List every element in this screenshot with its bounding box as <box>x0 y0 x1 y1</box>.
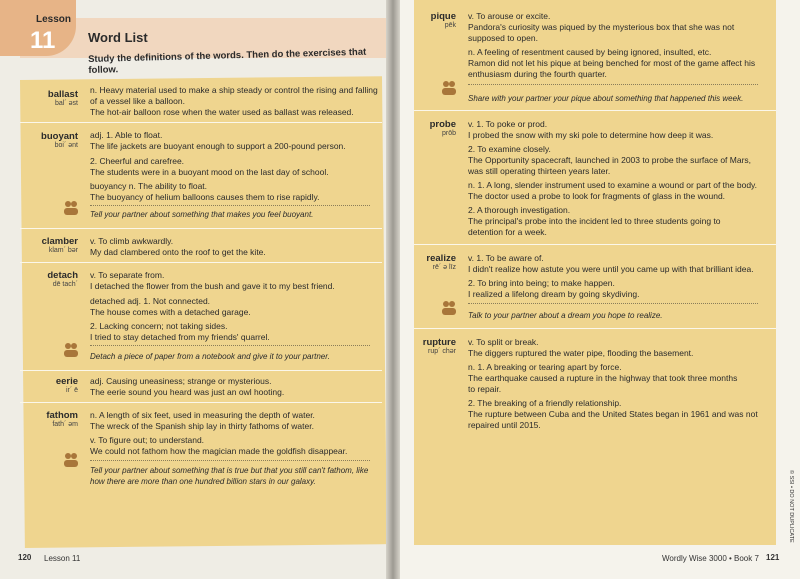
example: enthusiasm during the fourth quarter. <box>468 69 607 79</box>
example: The buoyancy of helium balloons causes them to rise rapidly. <box>90 192 320 202</box>
example: The hot-air balloon rose when the water used as ballast was released. <box>90 107 354 117</box>
pronunciation: dē tach´ <box>52 281 78 288</box>
lesson-label: Lesson <box>36 14 72 25</box>
example: The doctor used a probe to look for fragments of glass in the wound. <box>468 191 726 201</box>
example: The students were in a buoyant mood on the last day of school. <box>90 167 329 177</box>
example: The wreck of the Spanish ship lay in thirty fathoms of water. <box>90 421 314 431</box>
instructions: Study the definitions of the words. Then do the exercises that follow. <box>88 46 367 76</box>
headword: buoyant <box>41 131 78 142</box>
definition: of a vessel like a balloon. <box>90 96 185 106</box>
partner-talk-icon <box>64 200 78 216</box>
headword: probe <box>429 119 456 130</box>
headword: pique <box>430 11 456 22</box>
dotted-rule <box>90 345 370 346</box>
footer-lesson: Lesson 11 <box>44 554 81 563</box>
definition: n. A feeling of resentment caused by being ignored, insulted, etc. <box>468 47 712 57</box>
example: Ramon did not let his pique at being benched for most of the game affect his <box>468 58 756 68</box>
example: I detached the flower from the bush and gave it to my best friend. <box>90 281 335 291</box>
pronunciation: klam´ bər <box>48 247 78 254</box>
partner-prompt: Tell your partner about something that is true but that you still can't fathom, like <box>90 466 369 475</box>
pronunciation: pēk <box>444 22 456 29</box>
partner-talk-icon <box>64 452 78 468</box>
dotted-rule <box>468 303 758 304</box>
pronunciation: prōb <box>441 130 456 137</box>
headword: ballast <box>47 89 78 100</box>
lesson-number: 11 <box>30 27 56 54</box>
definition: n. 1. A breaking or tearing apart by force. <box>468 362 622 372</box>
divider <box>20 402 382 403</box>
divider <box>414 244 776 245</box>
footer-book: Wordly Wise 3000 • Book 7 <box>662 554 759 563</box>
definition: detached adj. 1. Not connected. <box>90 296 211 306</box>
partner-prompt: how there are more than one hundred billion stars in our galaxy. <box>90 477 316 486</box>
definition: v. To climb awkwardly. <box>90 236 174 246</box>
left-page <box>0 0 392 579</box>
partner-talk-icon <box>442 80 456 96</box>
right-page <box>392 0 800 579</box>
example: The eerie sound you heard was just an owl hooting. <box>90 387 285 397</box>
pronunciation: ir´ ē <box>65 387 78 394</box>
definition: v. To separate from. <box>90 270 165 280</box>
page-number: 121 <box>766 553 780 562</box>
pronunciation: rē´ ə līz <box>432 264 456 271</box>
partner-talk-icon <box>64 342 78 358</box>
example: detention for a week. <box>468 227 547 237</box>
definition: v. To arouse or excite. <box>468 11 551 21</box>
example: supposed to open. <box>468 33 538 43</box>
example: The life jackets are buoyant enough to support a 200-pound person. <box>90 141 346 151</box>
headword: clamber <box>41 236 78 247</box>
partner-talk-icon <box>442 300 456 316</box>
headword: fathom <box>46 410 78 421</box>
pronunciation: fath´ əm <box>52 421 78 428</box>
definition: buoyancy n. The ability to float. <box>90 181 208 191</box>
example: I didn't realize how astute you were until you came up with that brilliant idea. <box>468 264 754 274</box>
pronunciation: boi´ ənt <box>54 142 78 149</box>
example: The Opportunity spacecraft, launched in 2003 to probe the surface of Mars, <box>468 155 752 165</box>
definition: v. 1. To poke or prod. <box>468 119 548 129</box>
definition: 2. A thorough investigation. <box>468 205 571 215</box>
definition: 2. Cheerful and carefree. <box>90 156 185 166</box>
divider <box>20 262 382 263</box>
definition: n. 1. A long, slender instrument used to examine a wound or part of the body. <box>468 180 758 190</box>
copyright-note: © SSI • DO NOT DUPLICATE <box>788 470 794 543</box>
example: The diggers ruptured the water pipe, flooding the basement. <box>468 348 694 358</box>
definition: 2. To bring into being; to make happen. <box>468 278 615 288</box>
example: The earthquake caused a rupture in the highway that took three months <box>468 373 738 383</box>
divider <box>414 110 776 111</box>
definition: v. To figure out; to understand. <box>90 435 205 445</box>
pronunciation: bal´ əst <box>55 100 78 107</box>
definition: v. 1. To be aware of. <box>468 253 544 263</box>
headword: eerie <box>55 376 78 387</box>
example: The principal's probe into the incident led to three students going to <box>468 216 721 226</box>
divider <box>20 228 382 229</box>
example: to repair. <box>468 384 502 394</box>
example: We could not fathom how the magician made the goldfish disappear. <box>90 446 348 456</box>
dotted-rule <box>90 205 370 206</box>
definition: 2. Lacking concern; not taking sides. <box>90 321 228 331</box>
partner-prompt: Tell your partner about something that makes you feel buoyant. <box>90 210 314 219</box>
divider <box>20 370 382 371</box>
page-number: 120 <box>18 553 32 562</box>
definition: n. A length of six feet, used in measuring the depth of water. <box>90 410 315 420</box>
dotted-rule <box>90 460 370 461</box>
example: Pandora's curiosity was piqued by the mysterious box that she was not <box>468 22 735 32</box>
divider <box>414 328 776 329</box>
book-gutter <box>386 0 400 579</box>
example: I tried to stay detached from my friends' quarrel. <box>90 332 270 342</box>
example: repaired until 2015. <box>468 420 541 430</box>
definition: 2. To examine closely. <box>468 144 551 154</box>
pronunciation: rup´ chər <box>427 348 456 355</box>
page-title: Word List <box>88 30 148 45</box>
example: I probed the snow with my ski pole to determine how deep it was. <box>468 130 714 140</box>
headword: rupture <box>422 337 456 348</box>
definition: 2. The breaking of a friendly relationship. <box>468 398 622 408</box>
definition: adj. Causing uneasiness; strange or mysterious. <box>90 376 272 386</box>
headword: realize <box>426 253 456 264</box>
headword: detach <box>47 270 78 281</box>
example: was still operating thirteen years later. <box>468 166 611 176</box>
example: I realized a lifelong dream by going skydiving. <box>468 289 640 299</box>
definition: v. To split or break. <box>468 337 539 347</box>
partner-prompt: Detach a piece of paper from a notebook and give it to your partner. <box>90 352 330 361</box>
dotted-rule <box>468 84 758 85</box>
example: My dad clambered onto the roof to get the kite. <box>90 247 266 257</box>
divider <box>20 122 382 123</box>
definition: n. Heavy material used to make a ship steady or control the rising and falling <box>90 85 378 95</box>
definition: adj. 1. Able to float. <box>90 130 163 140</box>
partner-prompt: Share with your partner your pique about something that happened this week. <box>468 94 744 103</box>
partner-prompt: Talk to your partner about a dream you hope to realize. <box>468 311 663 320</box>
example: The rupture between Cuba and the United States began in 1961 and was not <box>468 409 758 419</box>
example: The house comes with a detached garage. <box>90 307 251 317</box>
